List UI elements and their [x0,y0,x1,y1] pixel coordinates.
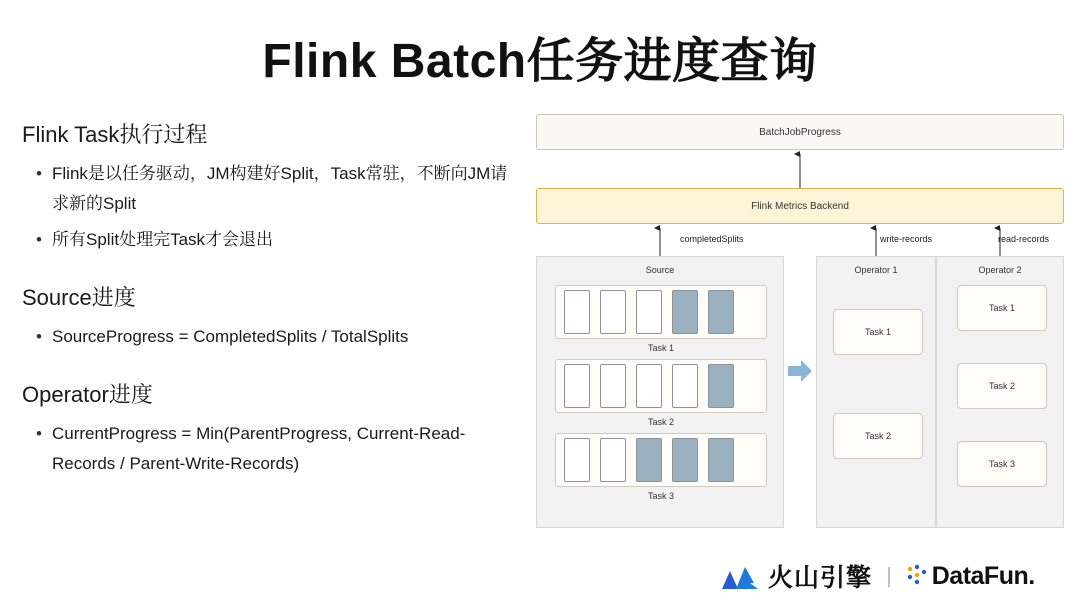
operator2-task: Task 2 [957,363,1047,409]
architecture-diagram [528,108,1068,536]
operator1-group-panel [816,256,936,528]
arrow-label-write-records: write-records [880,234,933,244]
datafun-wordmark: DataFun. [931,561,1035,590]
footer-logos [720,556,1068,596]
source-task-box [555,359,767,413]
list-item [22,419,522,479]
bullet-text: CurrentProgress = Min(ParentProgress, Current-Read-Records / Parent-Write-Records) [52,424,466,473]
bullet-text: Flink是以任务驱动，JM构建好Split，Task常驻，不断向JM请求新的Split [52,164,508,213]
section-heading-flink-task: Flink Task执行过程 [22,122,208,147]
split-cell [672,364,698,408]
source-task-box [555,433,767,487]
split-cell [600,364,626,408]
operator2-group-panel [936,256,1064,528]
bullet-text: 所有Split处理完Task才会退出 [52,230,274,249]
split-cell-completed [708,290,734,334]
bullet-dot-icon: • [36,424,42,443]
source-group-panel [536,256,784,528]
split-cell-completed [708,364,734,408]
bullet-dot-icon: • [36,164,42,183]
list-item [22,225,522,255]
split-cell [564,364,590,408]
list-item [22,322,522,352]
operator2-task: Task 3 [957,441,1047,487]
bullet-text: SourceProgress = CompletedSplits / TotalSplits [52,327,409,346]
split-cell-completed [636,438,662,482]
batch-job-progress-box: BatchJobProgress [536,114,1064,150]
split-cell [600,438,626,482]
operator1-task: Task 2 [833,413,923,459]
section-heading-source-progress: Source进度 [22,285,136,310]
operator2-task: Task 1 [957,285,1047,331]
list-item [22,159,522,219]
page-title: Flink Batch任务进度查询 [262,35,818,88]
split-cell-completed [708,438,734,482]
operator1-group-label: Operator 1 [854,265,898,275]
source-task-label: Task 1 [647,343,674,353]
source-task-label: Task 2 [647,417,674,427]
arrow-label-completed-splits: completedSplits [680,234,744,244]
split-cell [636,290,662,334]
source-task-label: Task 3 [647,491,674,501]
flink-metrics-backend-box: Flink Metrics Backend [536,188,1064,224]
bullet-dot-icon: • [36,230,42,249]
split-cell [564,290,590,334]
source-task-box [555,285,767,339]
footer-divider: | [886,563,892,588]
operator1-task: Task 1 [833,309,923,355]
split-cell-completed [672,438,698,482]
split-cell [636,364,662,408]
flow-arrow-icon [788,360,812,382]
operator2-group-label: Operator 2 [978,265,1022,275]
arrow-label-read-records: read-records [998,234,1050,244]
bullet-dot-icon: • [36,327,42,346]
volcano-engine-logo-icon [720,561,760,591]
section-heading-operator-progress: Operator进度 [22,382,153,407]
volcano-engine-wordmark: 火山引擎 [768,564,873,592]
left-content-column [22,118,522,485]
source-group-label: Source [645,265,675,275]
split-cell [564,438,590,482]
datafun-dots-icon [906,563,928,590]
split-cell-completed [672,290,698,334]
split-cell [600,290,626,334]
